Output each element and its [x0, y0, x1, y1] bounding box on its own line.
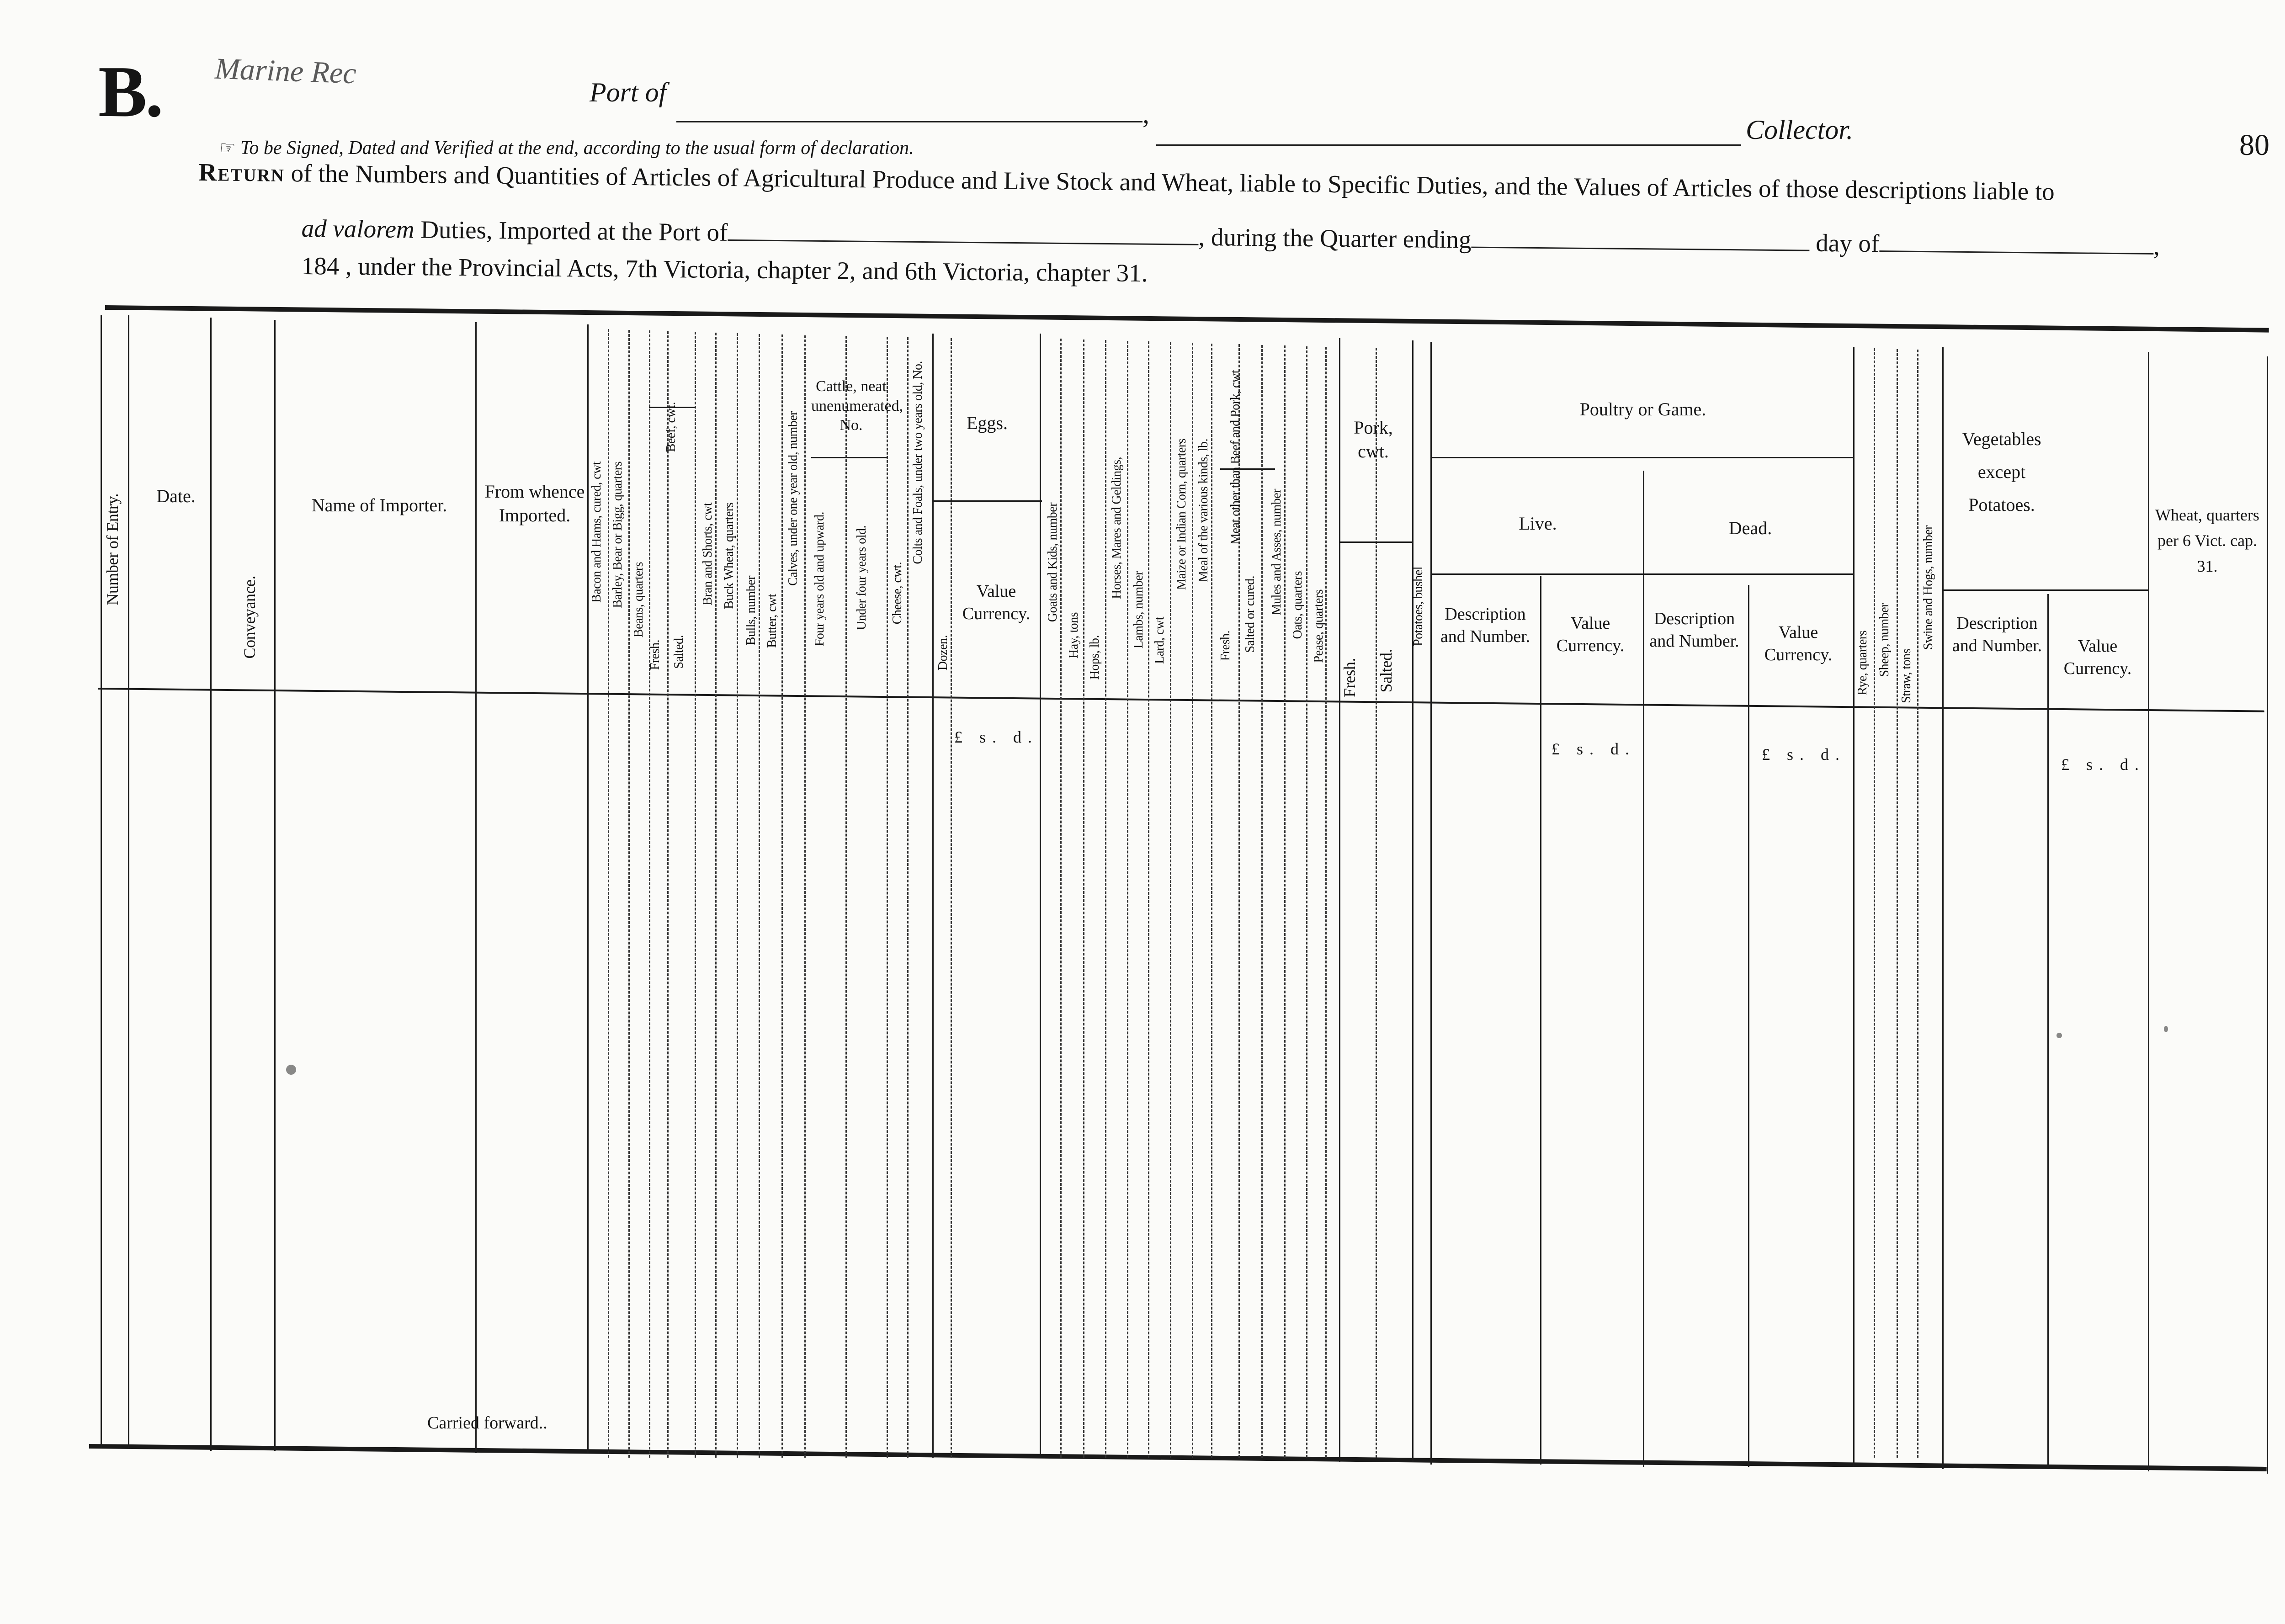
column-rule-dashed: [1192, 343, 1193, 1458]
column-rule-dashed: [608, 329, 609, 1458]
column-rule: [475, 322, 477, 1453]
column-rule: [1339, 338, 1340, 1462]
hops-heading: Hops, lb.: [1088, 635, 1102, 680]
pease-heading: Pease, quarters: [1312, 589, 1326, 663]
pork-fresh-heading: Fresh.: [1340, 658, 1359, 697]
column-rule-dashed: [1170, 342, 1171, 1458]
instruction-text: To be Signed, Dated and Verified at the end, according to the usual form of declaration.: [240, 138, 914, 159]
collector-blank: [1156, 144, 1741, 146]
ink-dot: [2164, 1026, 2168, 1032]
column-rule-dashed: [887, 337, 888, 1458]
column-rule: [2148, 352, 2149, 1471]
cattle-under-four-heading: Under four years old.: [855, 525, 869, 630]
column-rule: [2267, 356, 2268, 1474]
subheader-rule: [1942, 589, 2148, 591]
table-top-rule: [105, 305, 2269, 333]
column-rule-dashed: [1306, 346, 1307, 1458]
column-rule-dashed: [628, 330, 630, 1458]
cattle-group-heading: Cattle, neat unenumerated, No.: [811, 378, 903, 434]
potatoes-heading: Potatoes, bushel: [1411, 567, 1425, 646]
instruction-line: [219, 137, 914, 159]
column-rule-dashed: [1105, 340, 1106, 1458]
dead-money-marks: £ s. d.: [1762, 745, 1846, 764]
subheader-rule: [1339, 541, 1412, 543]
bacon-heading: Bacon and Hams, cured, cwt: [590, 462, 604, 603]
hay-heading: Hay, tons: [1067, 612, 1081, 659]
ad-valorem: ad valorem: [301, 214, 414, 244]
eggs-money-marks: £ s. d.: [954, 728, 1039, 746]
column-rule-dashed: [1127, 341, 1128, 1458]
column-rule-dashed: [1874, 348, 1875, 1458]
quarter-blank: [1471, 247, 1809, 251]
subheader-rule: [1430, 573, 1853, 575]
dead-desc-heading: Description and Number.: [1649, 609, 1739, 651]
eggs-dozen-heading: Dozen.: [936, 635, 950, 671]
pork-salted-heading: Salted.: [1377, 649, 1395, 693]
column-rule: [1430, 342, 1432, 1465]
vegetables-money-marks: £ s. d.: [2061, 755, 2146, 774]
cheese-heading: Cheese, cwt.: [890, 562, 904, 625]
return-line-1: [198, 158, 2055, 206]
port-blank: [676, 121, 1142, 122]
meat-fresh-heading: Fresh.: [1218, 631, 1233, 661]
column-rule-dashed: [667, 331, 669, 1458]
column-rule: [1942, 347, 1944, 1469]
carried-forward-label: Carried forward..: [427, 1413, 547, 1433]
return-line-2a: Duties, Imported at the Port of: [420, 215, 728, 246]
meat-group-heading: Meat other than Beef and Pork, cwt: [1228, 370, 1243, 545]
column-rule: [2047, 594, 2049, 1469]
from-whence-heading: From whence Imported.: [484, 481, 585, 525]
header-bottom-rule: [98, 688, 2264, 712]
column-rule-dashed: [695, 332, 696, 1458]
calves-heading: Calves, under one year old, number: [786, 411, 800, 586]
column-rule-dashed: [1060, 339, 1062, 1458]
cattle-four-up-heading: Four years old and upward.: [813, 512, 827, 647]
day-blank: [1879, 250, 2153, 255]
return-line-3: 184 , under the Provincial Acts, 7th Victoria, chapter 2, and 6th Victoria, chapter 31.: [301, 251, 1148, 287]
bulls-heading: Bulls, number: [744, 576, 758, 646]
subheader-rule: [811, 457, 887, 458]
page-number: 80: [2239, 128, 2269, 162]
return-line-2c: day of: [1815, 228, 1880, 258]
oats-heading: Oats, quarters: [1291, 571, 1305, 639]
beef-fresh-heading: Fresh.: [648, 640, 662, 670]
column-rule-dashed: [1917, 350, 1918, 1458]
column-rule-dashed: [759, 334, 760, 1458]
live-heading: Live.: [1519, 513, 1557, 534]
conveyance-heading: Conveyance.: [240, 576, 259, 659]
eggs-value-heading: Value Currency.: [962, 582, 1031, 624]
form-letter: B.: [98, 51, 162, 132]
column-rule: [1853, 347, 1855, 1467]
column-rule: [1748, 585, 1749, 1467]
goats-heading: Goats and Kids, number: [1046, 503, 1060, 622]
beef-group-heading: Beef, cwt.: [664, 402, 678, 452]
return-line-1-text: of the Numbers and Quantities of Articles of Agricultural Produce and Live Stock and Wheat, liable to Specific Duties, and the Values of Articles of those descriptions liable to: [291, 159, 2055, 206]
butter-heading: Butter, cwt: [765, 594, 779, 648]
collector-label: Collector.: [1746, 115, 1853, 145]
column-rule: [101, 315, 102, 1449]
column-rule-dashed: [804, 335, 806, 1458]
port-label: Port of: [590, 77, 667, 107]
beef-salted-heading: Salted.: [672, 635, 686, 669]
number-of-entry-heading: Number of Entry.: [103, 494, 122, 605]
column-rule-dashed: [1325, 347, 1327, 1458]
swine-heading: Swine and Hogs, number: [1921, 525, 1935, 650]
mules-heading: Mules and Asses, number: [1270, 489, 1284, 616]
column-rule-dashed: [649, 330, 650, 1458]
horses-heading: Horses, Mares and Geldings,: [1110, 457, 1124, 599]
date-heading: Date.: [156, 486, 196, 506]
ink-dot: [2056, 1033, 2062, 1038]
column-rule-dashed: [1083, 340, 1084, 1458]
vegetables-value-heading: Value Currency.: [2063, 637, 2132, 679]
column-rule-dashed: [951, 338, 952, 1458]
buck-wheat-heading: Buck Wheat, quarters: [722, 503, 736, 609]
column-rule-dashed: [781, 334, 783, 1458]
comma: ,: [1142, 99, 1149, 129]
colts-heading: Colts and Foals, under two years old, No.: [911, 361, 925, 564]
sheep-heading: Sheep, number: [1877, 603, 1892, 677]
bran-heading: Bran and Shorts, cwt: [701, 503, 715, 605]
handwritten-note: Marine Rec: [214, 52, 357, 90]
column-rule: [1040, 334, 1041, 1458]
pointing-hand-icon: ☞: [219, 138, 236, 158]
return-line-2: ad valorem Duties, Imported at the Port of , during the Quarter ending day of ,: [301, 214, 2160, 260]
pork-group-heading: Pork, cwt.: [1354, 417, 1393, 462]
column-rule-dashed: [737, 333, 738, 1458]
column-rule-dashed: [1376, 348, 1377, 1458]
dead-value-heading: Value Currency.: [1764, 623, 1833, 665]
meal-heading: Meal of the various kinds, lb.: [1196, 439, 1211, 582]
column-rule-dashed: [1261, 345, 1263, 1458]
column-rule-dashed: [1284, 345, 1286, 1458]
vegetables-group-heading: Vegetables except Potatoes.: [1962, 429, 2041, 515]
column-rule: [1412, 340, 1414, 1462]
port-blank-2: [728, 239, 1198, 245]
column-rule-dashed: [907, 337, 909, 1458]
meat-salted-heading: Salted or cured.: [1243, 576, 1257, 653]
rye-heading: Rye, quarters: [1855, 631, 1870, 695]
column-rule: [274, 320, 276, 1451]
lambs-heading: Lambs, number: [1132, 571, 1146, 649]
vegetables-desc-heading: Description and Number.: [1952, 614, 2042, 656]
column-rule: [932, 334, 934, 1458]
column-rule: [1540, 576, 1541, 1465]
barley-heading: Barley, Bear or Bigg, quarters: [611, 462, 625, 608]
subheader-rule: [1430, 457, 1853, 458]
live-value-heading: Value Currency.: [1556, 614, 1625, 656]
eggs-group-heading: Eggs.: [967, 413, 1008, 433]
subheader-rule: [932, 500, 1042, 502]
poultry-group-heading: Poultry or Game.: [1579, 399, 1706, 419]
lard-heading: Lard, cwt: [1153, 617, 1167, 664]
column-rule-dashed: [1211, 344, 1212, 1458]
column-rule-dashed: [1148, 341, 1149, 1458]
column-rule-dashed: [845, 336, 847, 1458]
column-rule: [128, 315, 129, 1449]
importer-heading: Name of Importer.: [311, 495, 447, 515]
column-rule-dashed: [1897, 349, 1898, 1458]
column-rule-dashed: [715, 333, 717, 1458]
ink-dot: [286, 1065, 296, 1075]
table-bottom-rule: [89, 1444, 2267, 1471]
dead-heading: Dead.: [1728, 518, 1772, 538]
beans-heading: Beans, quarters: [632, 562, 646, 638]
straw-heading: Straw, tons: [1899, 649, 1913, 703]
live-desc-heading: Description and Number.: [1440, 605, 1530, 647]
maize-heading: Maize or Indian Corn, quarters: [1174, 439, 1189, 590]
return-word: Return: [198, 158, 285, 187]
return-line-2b: , during the Quarter ending: [1198, 223, 1472, 254]
live-money-marks: £ s. d.: [1552, 740, 1636, 758]
wheat-heading: Wheat, quarters per 6 Vict. cap. 31.: [2155, 506, 2259, 575]
